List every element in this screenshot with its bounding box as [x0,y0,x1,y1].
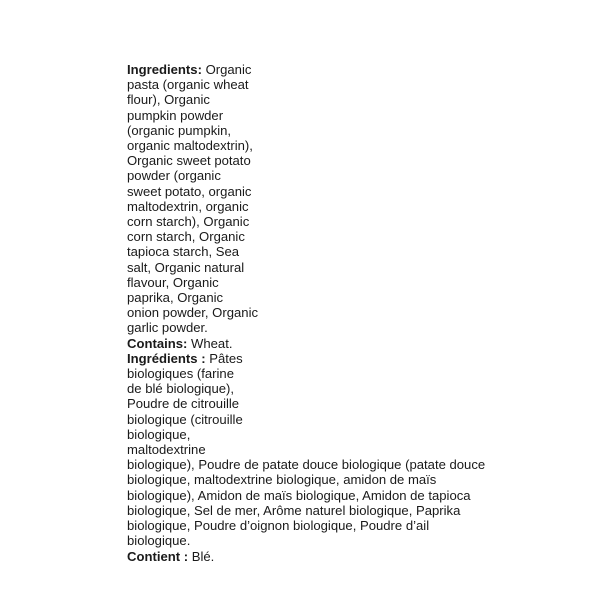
text-line: biologique (citrouille [127,411,243,427]
text-line: sweet potato, organic [127,183,252,199]
text-line: powder (organic [127,168,221,184]
contains-heading-fr: Contient : [127,548,189,564]
text-line: biologique, [127,426,191,442]
text-line: maltodextrin, organic [127,198,249,214]
text-line: corn starch, Organic [127,229,245,245]
text-line: biologique. [127,533,191,549]
text-line: flour), Organic [127,92,210,108]
text-line: Organic sweet potato [127,153,251,169]
text-line: pumpkin powder [127,107,224,123]
text-line [127,62,587,77]
text-line: biologique), Poudre de patate douce biologique (patate douce [127,457,486,473]
text-line: paprika, Organic [127,290,224,306]
ingredients-label [127,62,587,564]
text-line: organic maltodextrin), [127,138,253,154]
text-line: flavour, Organic [127,274,219,290]
french-ingredients [127,351,587,564]
text-line: (organic pumpkin, [127,122,232,138]
text-line: maltodextrine [127,442,206,458]
contains-line-en [127,336,587,351]
text-line: onion powder, Organic [127,305,259,321]
text-line: corn starch), Organic [127,214,250,230]
text-line: de blé biologique), [127,381,235,397]
ingredients-heading-en: Ingredients: [127,62,202,77]
ingredients-text: Pâtes [205,350,243,366]
english-ingredients [127,62,587,351]
text-line: garlic powder. [127,320,208,336]
text-line [127,351,587,366]
ingredients-text: Organic [201,62,252,77]
ingredients-heading-fr: Ingrédients : [127,350,206,366]
text-line: tapioca starch, Sea [127,244,240,260]
text-line: biologique, Poudre d’oignon biologique, Poudre d’ail [127,518,430,534]
allergen-text-en: Wheat. [187,335,233,351]
text-line: biologique, maltodextrine biologique, amidon de maïs [127,472,437,488]
text-line: pasta (organic wheat [127,77,249,93]
text-line: biologique), Amidon de maïs biologique, Amidon de tapioca [127,487,471,503]
contains-line-fr [127,549,587,564]
allergen-text-fr: Blé. [188,548,215,564]
text-line: biologique, Sel de mer, Arôme naturel biologique, Paprika [127,502,461,518]
text-line: biologiques (farine [127,366,235,382]
contains-heading-en: Contains: [127,335,188,351]
text-line: Poudre de citrouille [127,396,240,412]
text-line: salt, Organic natural [127,259,245,275]
